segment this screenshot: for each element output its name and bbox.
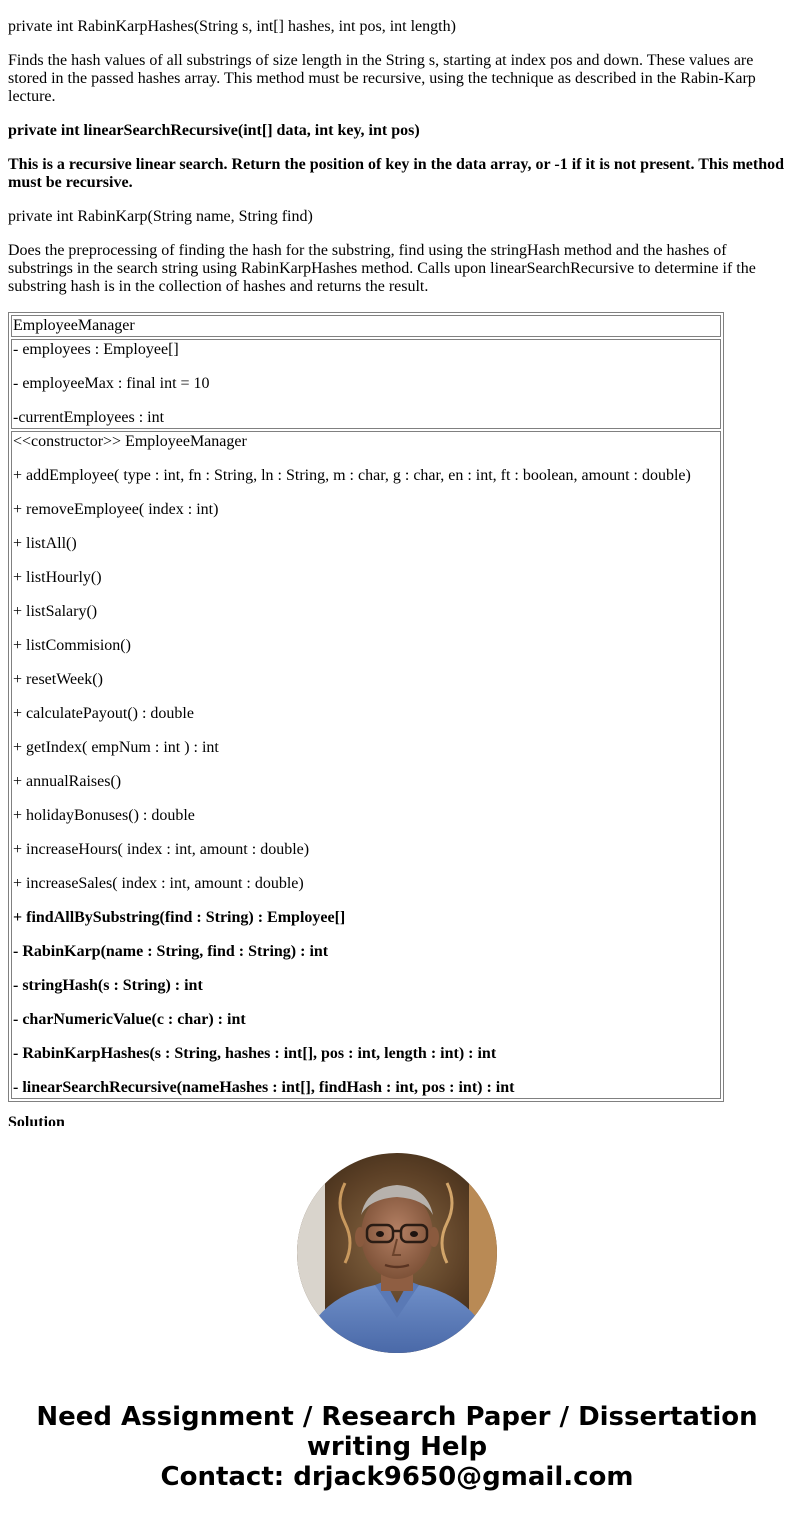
help-line-1: Need Assignment / Research Paper / Dissertation <box>36 1402 758 1432</box>
rabinkarp-hashes-description: Finds the hash values of all substrings of size length in the String s, starting at index pos and down. These values are stored in the passed hashes array. This method must be recursive, using the technique as described in the Rabin-Karp lecture. <box>8 52 756 105</box>
uml-class-diagram <box>8 312 724 1102</box>
contact-email[interactable]: Contact: drjack9650@gmail.com <box>160 1462 634 1492</box>
uml-method-highlighted: + findAllBySubstring(find : String) : Employee[] <box>13 909 346 926</box>
linear-search-signature: private int linearSearchRecursive(int[] data, int key, int pos) <box>8 122 420 139</box>
avatar <box>297 1153 497 1353</box>
rabinkarp-signature: private int RabinKarp(String name, String find) <box>8 208 313 225</box>
uml-method: + listHourly() <box>13 569 102 586</box>
uml-method: + listAll() <box>13 535 77 552</box>
uml-method: + increaseSales( index : int, amount : double) <box>13 875 304 892</box>
uml-method: <<constructor>> EmployeeManager <box>13 433 247 450</box>
uml-method-highlighted: - RabinKarpHashes(s : String, hashes : int[], pos : int, length : int) : int <box>13 1045 497 1062</box>
person-portrait-icon <box>297 1153 497 1353</box>
uml-method: + getIndex( empNum : int ) : int <box>13 739 219 756</box>
uml-attribute: -currentEmployees : int <box>13 409 165 426</box>
uml-method: + increaseHours( index : int, amount : double) <box>13 841 310 858</box>
document-content <box>8 0 788 1102</box>
uml-method: + annualRaises() <box>13 773 122 790</box>
uml-method-highlighted: - linearSearchRecursive(nameHashes : int[], findHash : int, pos : int) : int <box>13 1079 515 1096</box>
solution-heading: Solution <box>8 1114 65 1126</box>
uml-attribute: - employees : Employee[] <box>13 341 179 358</box>
uml-method: + listSalary() <box>13 603 98 620</box>
uml-method: + resetWeek() <box>13 671 103 688</box>
rabinkarp-hashes-signature: private int RabinKarpHashes(String s, int[] hashes, int pos, int length) <box>8 18 456 35</box>
help-line-2: writing Help <box>306 1432 488 1462</box>
uml-class-name: EmployeeManager <box>11 315 721 337</box>
uml-method: + removeEmployee( index : int) <box>13 501 219 518</box>
linear-search-description: This is a recursive linear search. Return the position of key in the data array, or -1 if it is not present. This method must be recursive. <box>8 156 785 191</box>
uml-method-highlighted: - RabinKarp(name : String, find : String) : int <box>13 943 329 960</box>
uml-method: + addEmployee( type : int, fn : String, ln : String, m : char, g : char, en : int, ft : boolean, amount : double) <box>13 467 691 484</box>
uml-method: + listCommision() <box>13 637 131 654</box>
uml-method: + calculatePayout() : double <box>13 705 194 722</box>
uml-method-highlighted: - charNumericValue(c : char) : int <box>13 1011 246 1028</box>
uml-methods <box>11 431 721 1099</box>
uml-attributes <box>11 339 721 429</box>
uml-method-highlighted: - stringHash(s : String) : int <box>13 977 203 994</box>
help-contact-text <box>0 1402 794 1492</box>
rabinkarp-description: Does the preprocessing of finding the hash for the substring, find using the stringHash method and the hashes of substrings in the search string using RabinKarpHashes method. Calls upon linearSearchRecursive to determine if the substring hash is in the collection of hashes and returns the result. <box>8 242 756 295</box>
uml-attribute: - employeeMax : final int = 10 <box>13 375 210 392</box>
help-advertisement <box>0 1126 794 1523</box>
uml-method: + holidayBonuses() : double <box>13 807 195 824</box>
